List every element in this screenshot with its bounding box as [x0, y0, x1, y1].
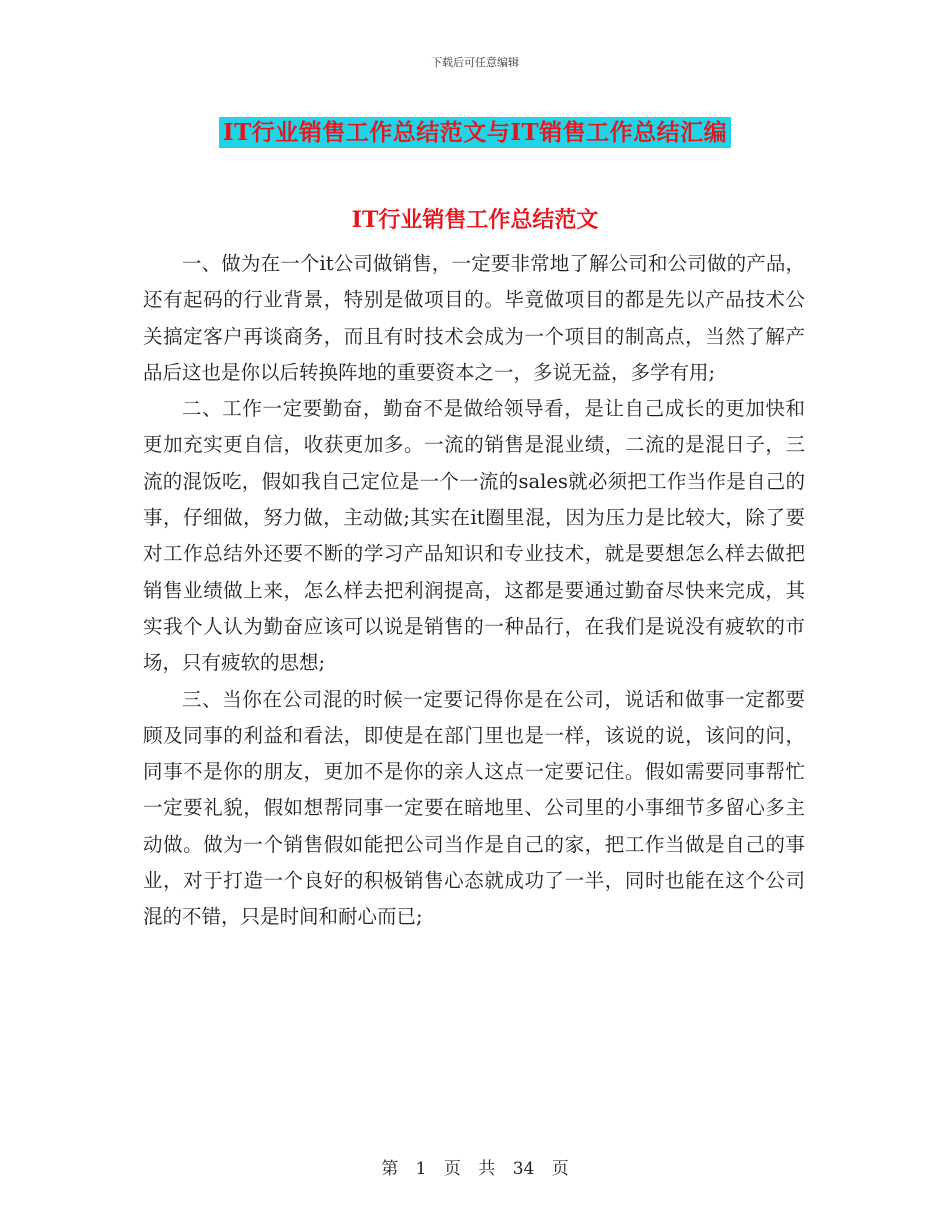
footer-total-unit: 页 [551, 1159, 569, 1179]
paragraph-2: 二、工作一定要勤奋，勤奋不是做给领导看，是让自己成长的更加快和更加充实更自信，收获更加多。一流的销售是混业绩，二流的是混日子，三流的混饭吃，假如我自己定位是一个一流的sales就必须把工作当作是自己的事，仔细做，努力做，主动做;其实在it圈里混，因为压力是比较大，除了要对工作总结外还要不断的学习产品知识和专业技术，就是要想怎么样去做把销售业绩做上来，怎么样去把利润提高，这都是要通过勤奋尽快来完成，其实我个人认为勤奋应该可以说是销售的一种品行，在我们是说没有疲软的市场，只有疲软的思想; [143, 397, 805, 675]
paragraph-3: 三、当你在公司混的时候一定要记得你是在公司，说话和做事一定都要顾及同事的利益和看法，即使是在部门里也是一样，该说的说，该问的问，同事不是你的朋友，更加不是你的亲人这点一定要记住。假如需要同事帮忙一定要礼貌，假如想帮同事一定要在暗地里、公司里的小事细节多留心多主动做。做为一个销售假如能把公司当作是自己的家，把工作当做是自己的事业，对于打造一个良好的积极销售心态就成功了一半，同时也能在这个公司混的不错，只是时间和耐心而已; [143, 687, 805, 929]
page-header: 下载后可任意编辑 [431, 56, 519, 69]
document-body [143, 246, 805, 936]
page-footer [0, 1154, 950, 1179]
footer-total-pages: 34 [512, 1159, 535, 1179]
document-title [0, 114, 950, 147]
footer-page-number: 1 [415, 1159, 427, 1179]
document-title-text: IT行业销售工作总结范文与IT销售工作总结汇编 [219, 117, 731, 148]
footer-prefix: 第 [381, 1159, 399, 1179]
section-title: IT行业销售工作总结范文 [351, 207, 599, 233]
paragraph-1: 一、做为在一个it公司做销售，一定要非常地了解公司和公司做的产品，还有起码的行业背景，特别是做项目的。毕竟做项目的都是先以产品技术公关搞定客户再谈商务，而且有时技术会成为一个项目的制高点，当然了解产品后这也是你以后转换阵地的重要资本之一，多说无益，多学有用; [143, 252, 805, 384]
footer-page-unit: 页 [443, 1159, 461, 1179]
footer-total-prefix: 共 [478, 1159, 496, 1179]
